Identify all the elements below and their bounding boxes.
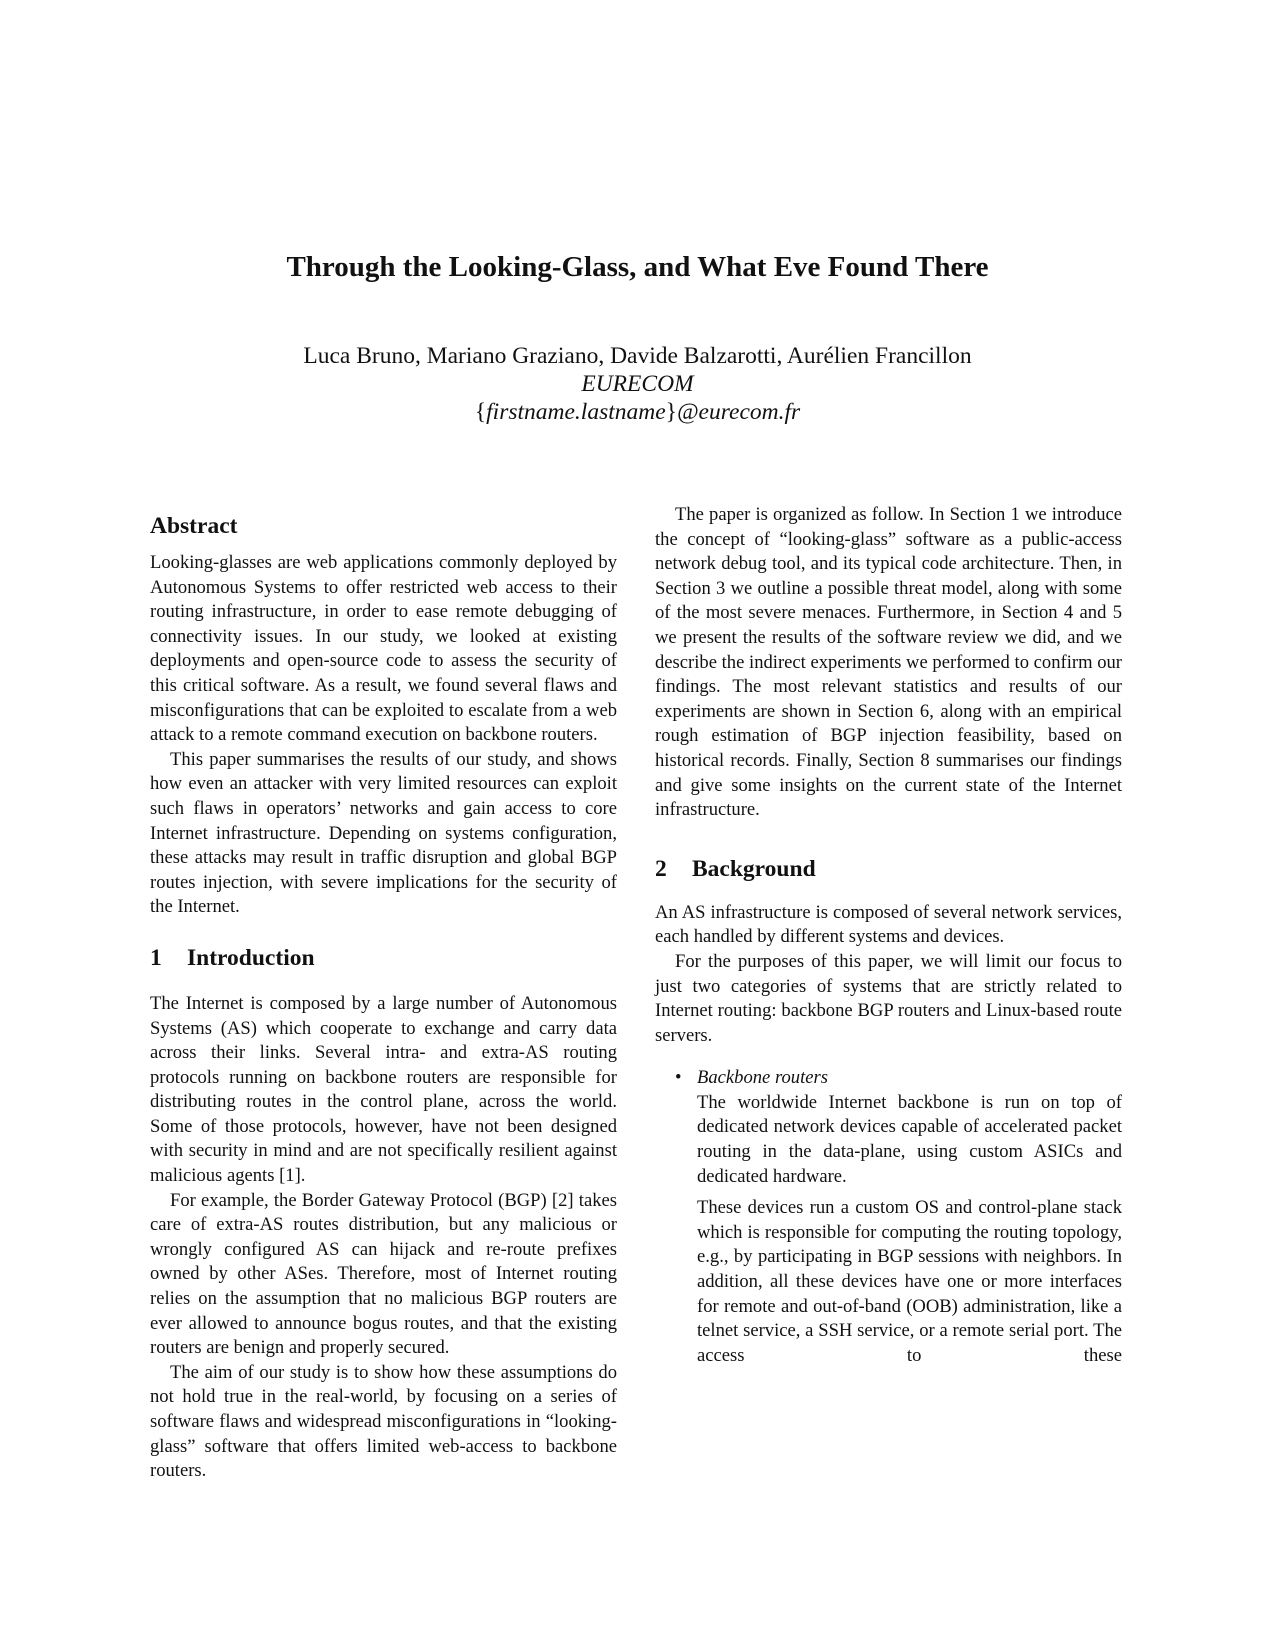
email-close-brace: } — [665, 399, 677, 425]
bullet-icon: • — [675, 1067, 682, 1089]
body-paragraph: For the purposes of this paper, we will limit our focus to just two categories of systems that are strictly related to Internet routing: backbone BGP routers and Linux-based route servers. — [655, 950, 1122, 1046]
section-title: Background — [692, 855, 816, 882]
email-open-brace: { — [474, 399, 487, 425]
body-paragraph: The paper is organized as follow. In Section 1 we introduce the concept of “looking-glass” software as a public-access network debug tool, and its typical code architecture. Then, in Section 3 we outline a possible threat model, along with some of the most severe menaces. Furthermore, in Section 4 and 5 we present the results of the software review we did, and we describe the indirect experiments we performed to confirm our findings. The most relevant statistics and results of our experiments are shown in Section 6, along with an empirical rough estimation of BGP injection feasibility, based on historical records. Finally, Section 8 summarises our findings and give some insights on the current state of the Internet infrastructure. — [655, 504, 1122, 821]
left-column — [150, 512, 617, 1484]
body-paragraph: An AS infrastructure is composed of several network services, each handled by different systems and devices. — [655, 901, 1122, 948]
section-number: 1 — [150, 944, 162, 971]
author-email — [0, 398, 1275, 426]
body-paragraph: For example, the Border Gateway Protocol (BGP) [2] takes care of extra-AS routes distribution, but any malicious or wrongly configured AS can hijack and re-route prefixes owned by other ASes. Therefore, most of Internet routing relies on the assumption that no malicious BGP routers are ever allowed to announce bogus routes, and that the existing routers are benign and properly secured. — [150, 1189, 617, 1359]
affiliation: EURECOM — [581, 371, 694, 397]
bullet-list — [655, 1066, 1122, 1368]
list-item — [675, 1066, 1122, 1368]
body-paragraph: The aim of our study is to show how these assumptions do not hold true in the real-world, by focusing on a series of software flaws and widespread misconfigurations in “looking-glass” software that offers limited web-access to backbone routers. — [150, 1361, 617, 1482]
abstract-paragraph: Looking-glasses are web applications commonly deployed by Autonomous Systems to offer restricted web access to their routing infrastructure, in order to ease remote debugging of connectivity issues. In our study, we looked at existing deployments and open-source code to assess the security of this critical software. As a result, we found several flaws and misconfigurations that can be exploited to escalate from a web attack to a remote command execution on backbone routers. — [150, 552, 617, 746]
abstract-paragraph: This paper summarises the results of our study, and shows how even an attacker with very limited resources can exploit such flaws in operators’ networks and gain access to core Internet infrastructure. Depending on systems configuration, these attacks may result in traffic disruption and global BGP routes injection, with severe implications for the security of the Internet. — [150, 748, 617, 918]
right-column — [655, 503, 1122, 1368]
list-item-paragraph: These devices run a custom OS and control-plane stack which is responsible for computing the routing topology, e.g., by participating in BGP sessions with neighbors. In addition, all these devices have one or more interfaces for remote and out-of-band (OOB) administration, like a telnet service, a SSH service, or a remote serial port. The access to these — [697, 1197, 1122, 1366]
author-list: Luca Bruno, Mariano Graziano, Davide Balzarotti, Aurélien Francillon — [303, 343, 972, 369]
section-title: Introduction — [187, 944, 315, 971]
abstract-heading: Abstract — [150, 513, 238, 539]
section-number: 2 — [655, 855, 667, 882]
email-name: firstname.lastname — [486, 399, 666, 425]
list-item-title: Backbone routers — [697, 1067, 828, 1089]
list-item-paragraph: The worldwide Internet backbone is run on top of dedicated network devices capable of accelerated packet routing in the data-plane, using custom ASICs and dedicated hardware. — [697, 1091, 1122, 1187]
email-domain: @eurecom.fr — [676, 399, 801, 425]
section-heading-introduction — [150, 944, 617, 972]
section-heading-background — [655, 855, 1122, 883]
body-paragraph: The Internet is composed by a large number of Autonomous Systems (AS) which cooperate to exchange and carry data across their links. Several intra- and extra-AS routing protocols running on backbone routers are responsible for distributing routes in the control plane, across the world. Some of those protocols, however, have not been designed with security in mind and are not specifically resilient against malicious agents [1]. — [150, 992, 617, 1187]
paper-title: Through the Looking-Glass, and What Eve Found There — [286, 251, 989, 283]
